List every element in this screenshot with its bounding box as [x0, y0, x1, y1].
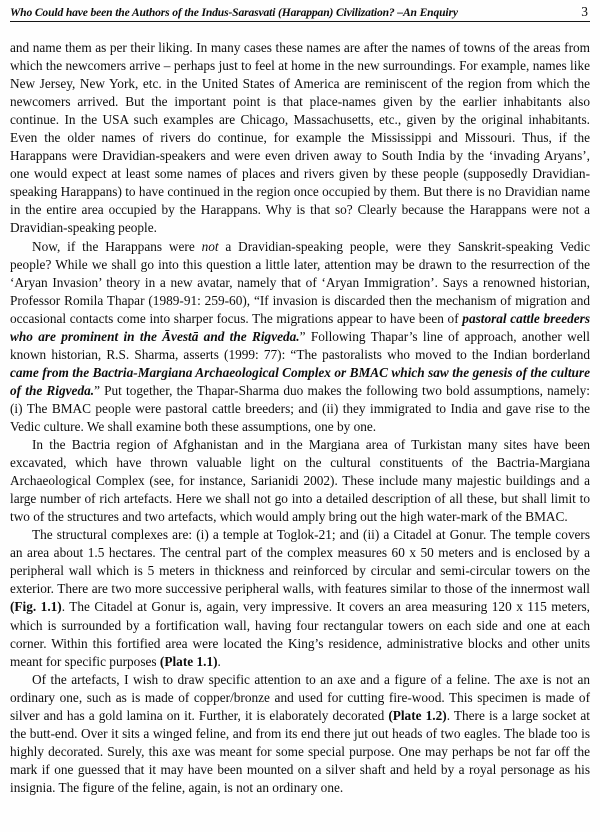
running-head	[10, 0, 590, 21]
running-head-title: Who Could have been the Authors of the Indus-Sarasvati (Harappan) Civilization? –An Enquiry	[10, 6, 458, 19]
body-text	[10, 39, 590, 797]
paragraph: Now, if the Harappans were not a Dravidian-speaking people, were they Sanskrit-speaking Vedic people? While we shall go into this question a little later, attention may be drawn to the resurrection of the ‘Aryan Invasion’ theory in a new avatar, namely that of ‘Aryan Immigration’. Says a renowned historian, Professor Romila Thapar (1989-91: 259-60), “If invasion is discarded then the mechanism of migration and occasional contacts come into sharper focus. The migrations appear to have been of pastoral cattle breeders who are prominent in the Āvestā and the Rigveda.” Following Thapar’s line of approach, another well known historian, R.S. Sharma, asserts (1999: 77): “The pastoralists who moved to the Indian borderland came from the Bactria-Margiana Archaeological Complex or BMAC which saw the genesis of the culture of the Rigveda.” Put together, the Thapar-Sharma duo makes the following two bold assumptions, namely: (i) The BMAC people were pastoral cattle breeders; and (ii) they immigrated to India and gave rise to the Vedic culture. We shall examine both these assumptions, one by one.	[10, 238, 590, 434]
emphasis-run: (Plate 1.1)	[159, 653, 218, 669]
emphasis-run: not	[201, 238, 219, 254]
paragraph: In the Bactria region of Afghanistan and in the Margiana area of Turkistan many sites have been excavated, which have thrown valuable light on the cultural constituents of the Bactria-Margiana Archaeological Complex (see, for instance, Sarianidi 2002). These include many majestic buildings and a large number of rich artefacts. Here we shall not go into a detailed description of all these, but shall limit to two of the structures and two artefacts, which would amply bring out the high water-mark of the BMAC.	[10, 437, 590, 525]
emphasis-run: came from the Bactria-Margiana Archaeological Complex or BMAC which saw the genesis of the culture of the Rigveda.	[10, 364, 590, 398]
page-number: 3	[581, 4, 588, 19]
emphasis-run: (Fig. 1.1)	[10, 599, 62, 615]
paragraph: and name them as per their liking. In many cases these names are after the names of towns of the areas from which the newcomers arrive – perhaps just to feel at home in the new surroundings. For example, names like New Jersey, New York, etc. in the United States of America are reminiscent of the region from which the newcomers arrived. But the important point is that place-names given by the earlier inhabitants also continue. In the USA such examples are Chicago, Massachusetts, etc., given by the original inhabitants. Even the older names of rivers do continue, for example the Mississippi and Missouri. Thus, if the Harappans were Dravidian-speakers and were even driven away to South India by the ‘invading Aryans’, one would expect at least some names of places and rivers given by these people (supposedly Dravidian-speaking Harappans) to have continued in the region once occupied by them. But there is no Dravidian name in the entire area occupied by the Harappans. Why is that so? Clearly because the Harappans were not a Dravidian-speaking people.	[10, 40, 590, 236]
header-rule	[10, 21, 590, 22]
emphasis-run: (Plate 1.2)	[388, 707, 447, 723]
paragraph: Of the artefacts, I wish to draw specific attention to an axe and a figure of a feline. The axe is not an ordinary one, such as is made of copper/bronze and used for cutting fire-wood. This specimen is made of silver and has a gold lamina on it. Further, it is elaborately decorated (Plate 1.2). There is a large socket at the butt-end. Over it sits a winged feline, and from its end there jut out heads of two eagles. The blade too is highly decorated. Surely, this axe was meant for some special purpose. One may perhaps be not far off the mark if one guessed that it may have been mounted on a silver shaft and held by a royal personage as his insignia. The figure of the feline, again, is not an ordinary one.	[10, 671, 590, 795]
paragraph: The structural complexes are: (i) a temple at Toglok-21; and (ii) a Citadel at Gonur. The temple covers an area about 1.5 hectares. The central part of the complex measures 60 x 50 meters and is enclosed by a peripheral wall which is 5 meters in thickness and reinforced by circular and semi-circular towers on the exterior. There are two more successive peripheral walls, with features similar to those of the innermost wall (Fig. 1.1). The Citadel at Gonur is, again, very impressive. It covers an area measuring 120 x 115 meters, which is surrounded by a fortification wall, having four rectangular towers on each side and one at each corner. Within this fortified area were located the King’s residence, administrative blocks and other units meant for specific purposes (Plate 1.1).	[10, 527, 590, 669]
emphasis-run: pastoral cattle breeders who are prominent in the Āvestā and the Rigveda.	[10, 310, 590, 344]
